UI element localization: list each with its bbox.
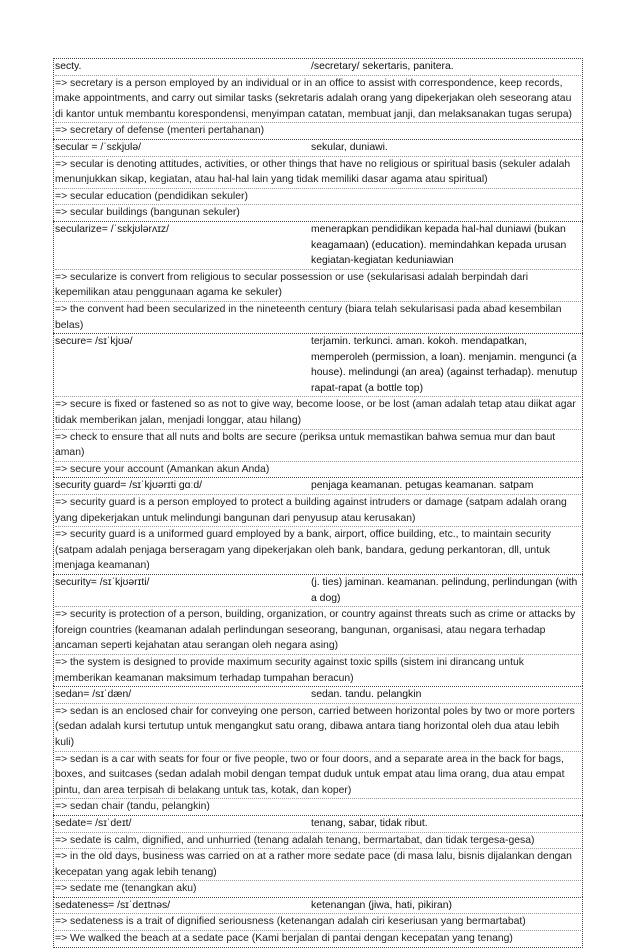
entry-example-line: => sedan is a car with seats for four or five people, two or four doors, and a separate area in the back for bags, boxes, and suitcases (sedan adalah mobil dengan tempat duduk untuk empat atau lima orang, dua atau empat pintu, dan area terpisah di belakang untuk tas, kotak, dan koper) [55, 752, 581, 800]
entry-example-line: => the convent had been secularized in the nineteenth century (biara telah sekularisasi pada abad kesembilan belas) [55, 303, 562, 331]
entry-headline [55, 687, 581, 704]
entry-meaning: sekular, duniawi. [311, 141, 388, 153]
entry-example-line: => secure your account (Amankan akun Anda) [55, 463, 270, 475]
entry-word: secty. [55, 61, 82, 72]
entry-word: secularize= /ˈsɛkjʊlərʌɪz/ [55, 223, 169, 235]
entry-headline [55, 222, 581, 270]
entry-word: sedan= /sɪˈdæn/ [55, 689, 132, 701]
entry-headline [55, 898, 581, 915]
entry-example-line: => security guard is a person employed to protect a building against intruders or damage (satpam adalah orang yang dipekerjakan untuk melindungi bangunan dari penyusup atau kerusakan) [55, 495, 581, 527]
entry-headline [55, 140, 581, 157]
entry-example-line: => secretary of defense (menteri pertahanan) [55, 125, 265, 137]
entry-example-line: => sedan is an enclosed chair for conveying one person, carried between horizontal poles by two or more porters (sedan adalah kursi tertutup untuk mengangkut satu orang, dibawa antara tiang horizontal oleh dua atau lebih kuli) [55, 704, 581, 752]
entry-word: secular = /ˈsɛkjʊlə/ [55, 141, 142, 153]
entry-example-line: => sedate is calm, dignified, and unhurried (tenang adalah tenang, bermartabat, dan tidak tergesa-gesa) [55, 833, 581, 850]
entry-meaning: /secretary/ sekertaris, panitera. [311, 61, 454, 72]
dictionary-entry [53, 139, 583, 221]
entry-meaning: penjaga keamanan. petugas keamanan. satpam [311, 480, 534, 492]
dictionary-entry [53, 574, 583, 686]
entry-example-line: => security guard is a uniformed guard employed by a bank, airport, office building, etc., to maintain security (satpam adalah penjaga berseragam yang dipekerjakan oleh bank, bandara, gedung perkantoran, dll, untuk menjaga keamanan) [55, 529, 551, 572]
dictionary-entry [53, 333, 583, 477]
entry-example-line: => secularize is convert from religious to secular possession or use (sekularisasi adalah berpindah dari kepemilikan atau penggunaan agama ke sekuler) [55, 270, 581, 302]
dictionary-entry [53, 221, 583, 333]
entry-example-line: => We walked the beach at a sedate pace (Kami berjalan di pantai dengan kecepatan yang tenang) [55, 933, 513, 945]
entry-word: secure= /sɪˈkjʊə/ [55, 336, 133, 348]
entry-example-line: => secretary is a person employed by an individual or in an office to assist with correspondence, keep records, make appointments, and carry out similar tasks (sekretaris adalah orang yang dipekerjakan oleh seseorang atau di kantor untuk membantu korespondensi, menyimpan catatan, membuat janji, dan melaksanakan tugas serupa) [55, 76, 581, 124]
entry-meaning: menerapkan pendidikan kepada hal-hal duniawi (bukan keagamaan) (education). memindahkan kepada urusan kegiatan-kegiatan keduniawian [311, 223, 567, 267]
entry-example-line: => check to ensure that all nuts and bolts are secure (periksa untuk memastikan bahwa semua mur dan baut aman) [55, 430, 581, 462]
entry-meaning: sedan. tandu. pelangkin [311, 689, 422, 701]
dictionary-entry [53, 897, 583, 948]
entry-headline [55, 59, 581, 76]
entry-headline [55, 478, 581, 495]
dictionary-entry [53, 477, 583, 574]
entry-word: sedateness= /sɪˈdeɪtnəs/ [55, 899, 171, 911]
entry-headline [55, 334, 581, 397]
entry-meaning: tenang, sabar, tidak ribut. [311, 817, 428, 829]
dictionary-entry [53, 686, 583, 815]
entry-example-line: => sedan chair (tandu, pelangkin) [55, 801, 210, 813]
dictionary-entry [53, 58, 583, 139]
entry-example-line: => sedate me (tenangkan aku) [55, 883, 197, 895]
entry-example-line: => the system is designed to provide maximum security against toxic spills (sistem ini dirancang untuk memberikan keamanan maksimum terhadap tumpahan beracun) [55, 656, 524, 684]
entry-meaning: (j. ties) jaminan. keamanan. pelindung, perlindungan (with a dog) [311, 577, 578, 604]
entry-headline [55, 816, 581, 833]
entry-example-line: => secular education (pendidikan sekuler) [55, 189, 581, 206]
entry-example-line: => secular buildings (bangunan sekuler) [55, 207, 240, 219]
entry-example-line: => security is protection of a person, building, organization, or country against threats such as crime or attacks by foreign countries (keamanan adalah perlindungan seseorang, bangunan, organisasi, atau negara terhadap ancaman seperti kejahatan atau serangan oleh negara asing) [55, 607, 581, 655]
dictionary-page [53, 58, 583, 948]
entry-word: security guard= /sɪˈkjʊərɪti ɡɑːd/ [55, 480, 202, 492]
entry-list [53, 58, 583, 948]
entry-example-line: => secure is fixed or fastened so as not to give way, become loose, or be lost (aman adalah tetap atau diikat agar tidak memberikan jalan, menjadi longgar, atau hilang) [55, 397, 581, 429]
dictionary-entry [53, 815, 583, 897]
entry-example-line: => sedateness is a trait of dignified seriousness (ketenangan adalah ciri keseriusan yang bermartabat) [55, 914, 581, 931]
entry-meaning: terjamin. terkunci. aman. kokoh. mendapatkan, memperoleh (permission, a loan). menjamin. mengunci (a house). melindungi (an area) (against terhadap). menutup rapat-rapat (a bottle top) [311, 336, 578, 394]
entry-meaning: ketenangan (jiwa, hati, pikiran) [311, 899, 452, 911]
entry-example-line: => secular is denoting attitudes, activities, or other things that have no religious or spiritual basis (sekuler adalah menunjukkan sikap, kegiatan, atau hal-hal lain yang tidak memiliki dasar agama atau spiritual) [55, 157, 581, 189]
entry-word: sedate= /sɪˈdeɪt/ [55, 817, 132, 829]
entry-example-line: => in the old days, business was carried on at a rather more sedate pace (di masa lalu, bisnis dijalankan dengan kecepatan yang agak lebih tenang) [55, 849, 581, 881]
entry-headline [55, 575, 581, 607]
entry-word: security= /sɪˈkjʊərɪti/ [55, 577, 150, 588]
